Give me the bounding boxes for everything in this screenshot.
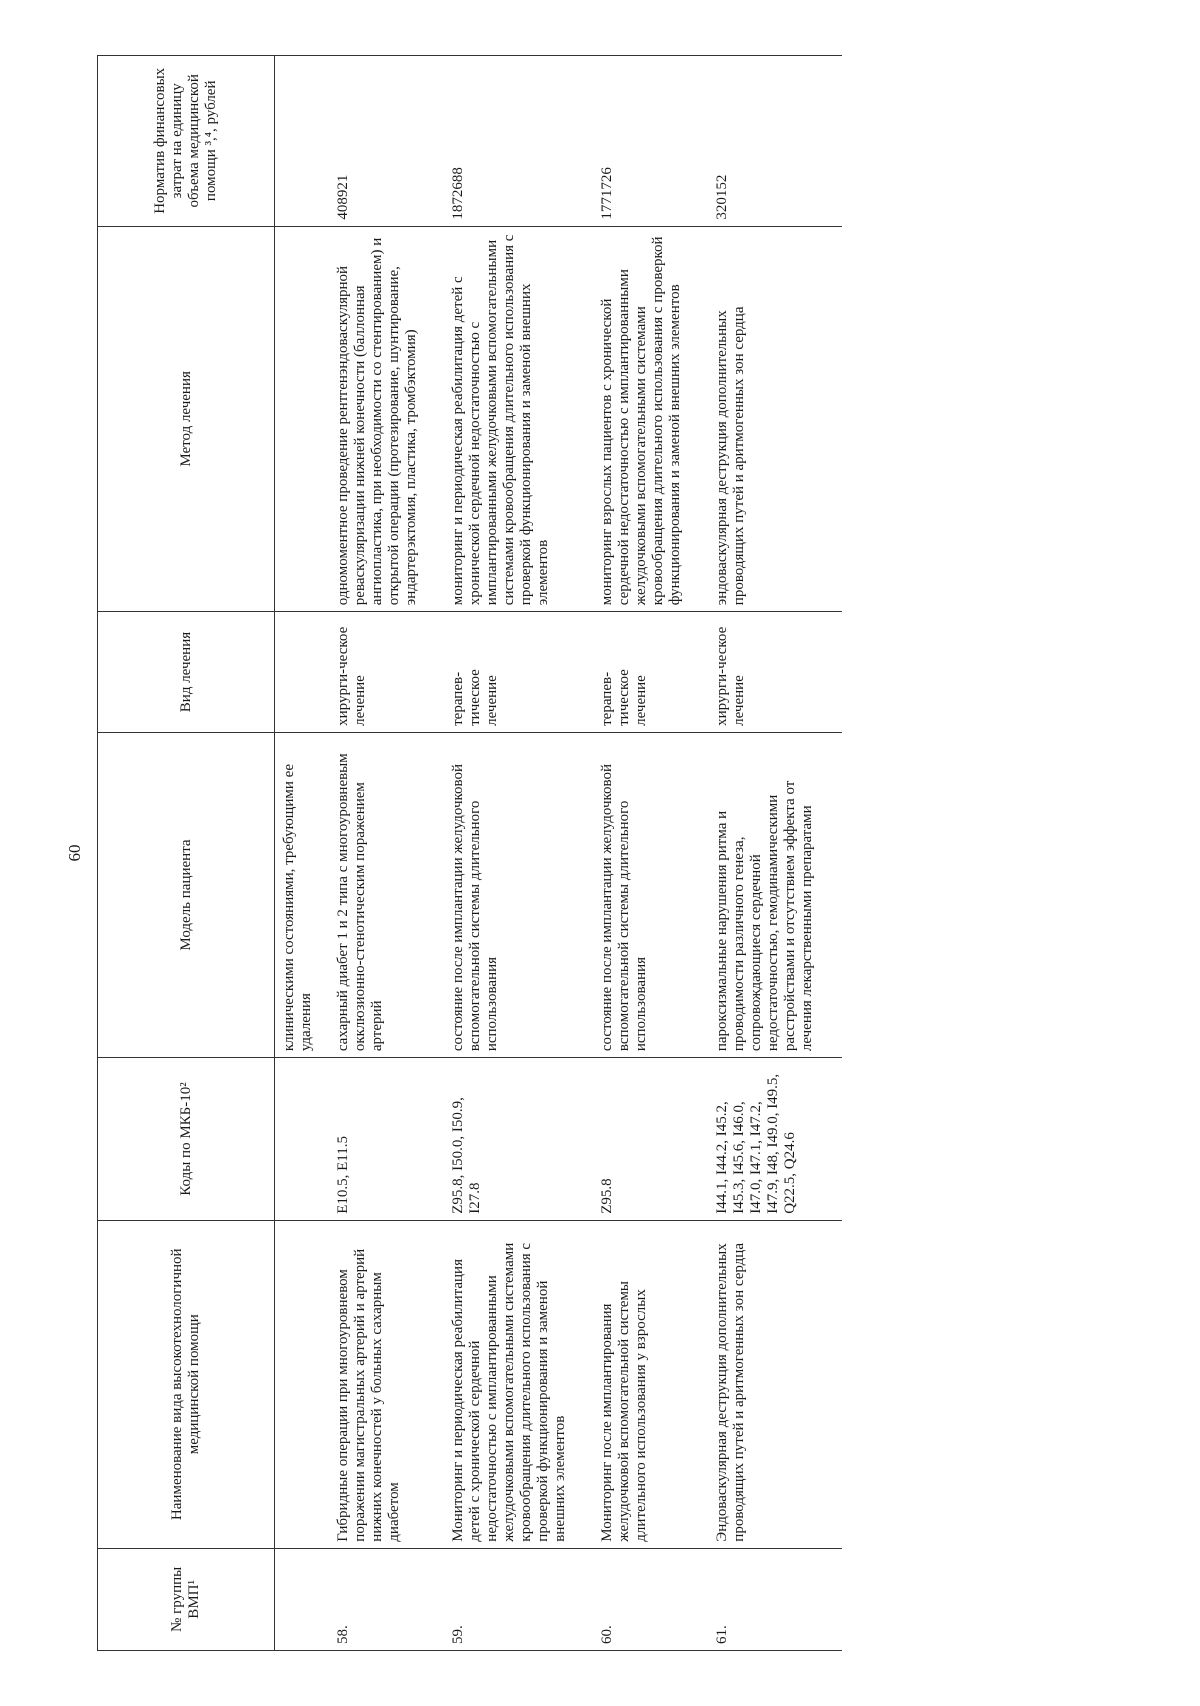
header-method: Метод лечения (98, 226, 275, 612)
row-model: сахарный диабет 1 и 2 типа с многоуровневым окклюзионно-стенотическим поражением артерий (331, 732, 446, 1057)
row-num: 60. (595, 1548, 710, 1650)
row-name: Мониторинг после имплантирования желудочковой вспомогательной системы длительного использования у взрослых (595, 1220, 710, 1548)
row-name: Эндоваскулярная деструкция дополнительных проводящих путей и аритмогенных зон сердца (710, 1220, 842, 1548)
row-num: 61. (710, 1548, 842, 1650)
row-model: состояние после имплантации желудочковой вспомогательной системы длительного использования (446, 732, 595, 1057)
row-model: пароксизмальные нарушения ритма и проводимости различного генеза, сопровождающиеся сердечной недостаточностью, гемодинамическими расстройствами и отсутствием эффекта от лечения лекарственными препаратами (710, 732, 842, 1057)
row-type: терапев-тическое лечение (595, 612, 710, 733)
header-codes: Коды по МКБ-10² (98, 1058, 275, 1221)
row-num: 58. (331, 1548, 446, 1650)
row-cost: 1872688 (446, 56, 595, 227)
header-model: Модель пациента (98, 732, 275, 1057)
header-type: Вид лечения (98, 612, 275, 733)
row-codes: I44.1, I44.2, I45.2, I45.3, I45.6, I46.0, I47.0, I47.1, I47.2, I47.9, I48, I49.0, I49.5, Q22.5, Q24.6 (710, 1058, 842, 1221)
table-row (331, 56, 446, 1651)
continuation-model: клиническими состояниями, требующими ее удаления (275, 732, 332, 1057)
row-num: 59. (446, 1548, 595, 1650)
rotated-page (0, 37, 1185, 1669)
row-type: хирурги-ческое лечение (710, 612, 842, 733)
table-row (446, 56, 595, 1651)
table-row (710, 56, 842, 1651)
header-cost: Норматив финансовых затрат на единицу объема медицинской помощи ³,⁴, рублей (98, 56, 275, 227)
row-type: хирурги-ческое лечение (331, 612, 446, 733)
header-name: Наименование вида высокотехнологичной медицинской помощи (98, 1220, 275, 1548)
header-num: № группы ВМП¹ (98, 1548, 275, 1650)
row-codes: Z95.8 (595, 1058, 710, 1221)
row-method: мониторинг взрослых пациентов с хронической сердечной недостаточностью с имплантированными желудочковыми вспомогательными системами кровообращения длительного использования с проверкой функционирования и заменой внешних элементов (595, 226, 710, 612)
row-codes: Z95.8, I50.0, I50.9, I27.8 (446, 1058, 595, 1221)
continuation-row (275, 56, 332, 1651)
row-name: Гибридные операции при многоуровневом поражении магистральных артерий и артерий нижних конечностей у больных сахарным диабетом (331, 1220, 446, 1548)
row-codes: E10.5, E11.5 (331, 1058, 446, 1221)
row-method: мониторинг и периодическая реабилитация детей с хронической сердечной недостаточностью с имплантированными желудочковыми вспомогательными системами кровообращения длительного использования с проверкой функционирования и заменой внешних элементов (446, 226, 595, 612)
row-method: эндоваскулярная деструкция дополнительных проводящих путей и аритмогенных зон сердца (710, 226, 842, 612)
row-method: одномоментное проведение рентгенэндоваскулярной реваскуляризации нижней конечности (баллонная ангиопластика, при необходимости со стентированием) и открытой операции (протезирование, шунтирование, эндартерэктомия, пластика, тромбэктомия) (331, 226, 446, 612)
page-number: 60 (65, 844, 84, 862)
row-cost: 320152 (710, 56, 842, 227)
table-header-row (98, 56, 275, 1651)
row-type: терапев-тическое лечение (446, 612, 595, 733)
row-cost: 408921 (331, 56, 446, 227)
table-row (595, 56, 710, 1651)
row-model: состояние после имплантации желудочковой вспомогательной системы длительного использования (595, 732, 710, 1057)
row-name: Мониторинг и периодическая реабилитация детей с хронической сердечной недостаточностью с имплантированными желудочковыми вспомогательными системами кровообращения длительного использования с проверкой функционирования и заменой внешних элементов (446, 1220, 595, 1548)
vmp-table (97, 55, 842, 1651)
row-cost: 1771726 (595, 56, 710, 227)
